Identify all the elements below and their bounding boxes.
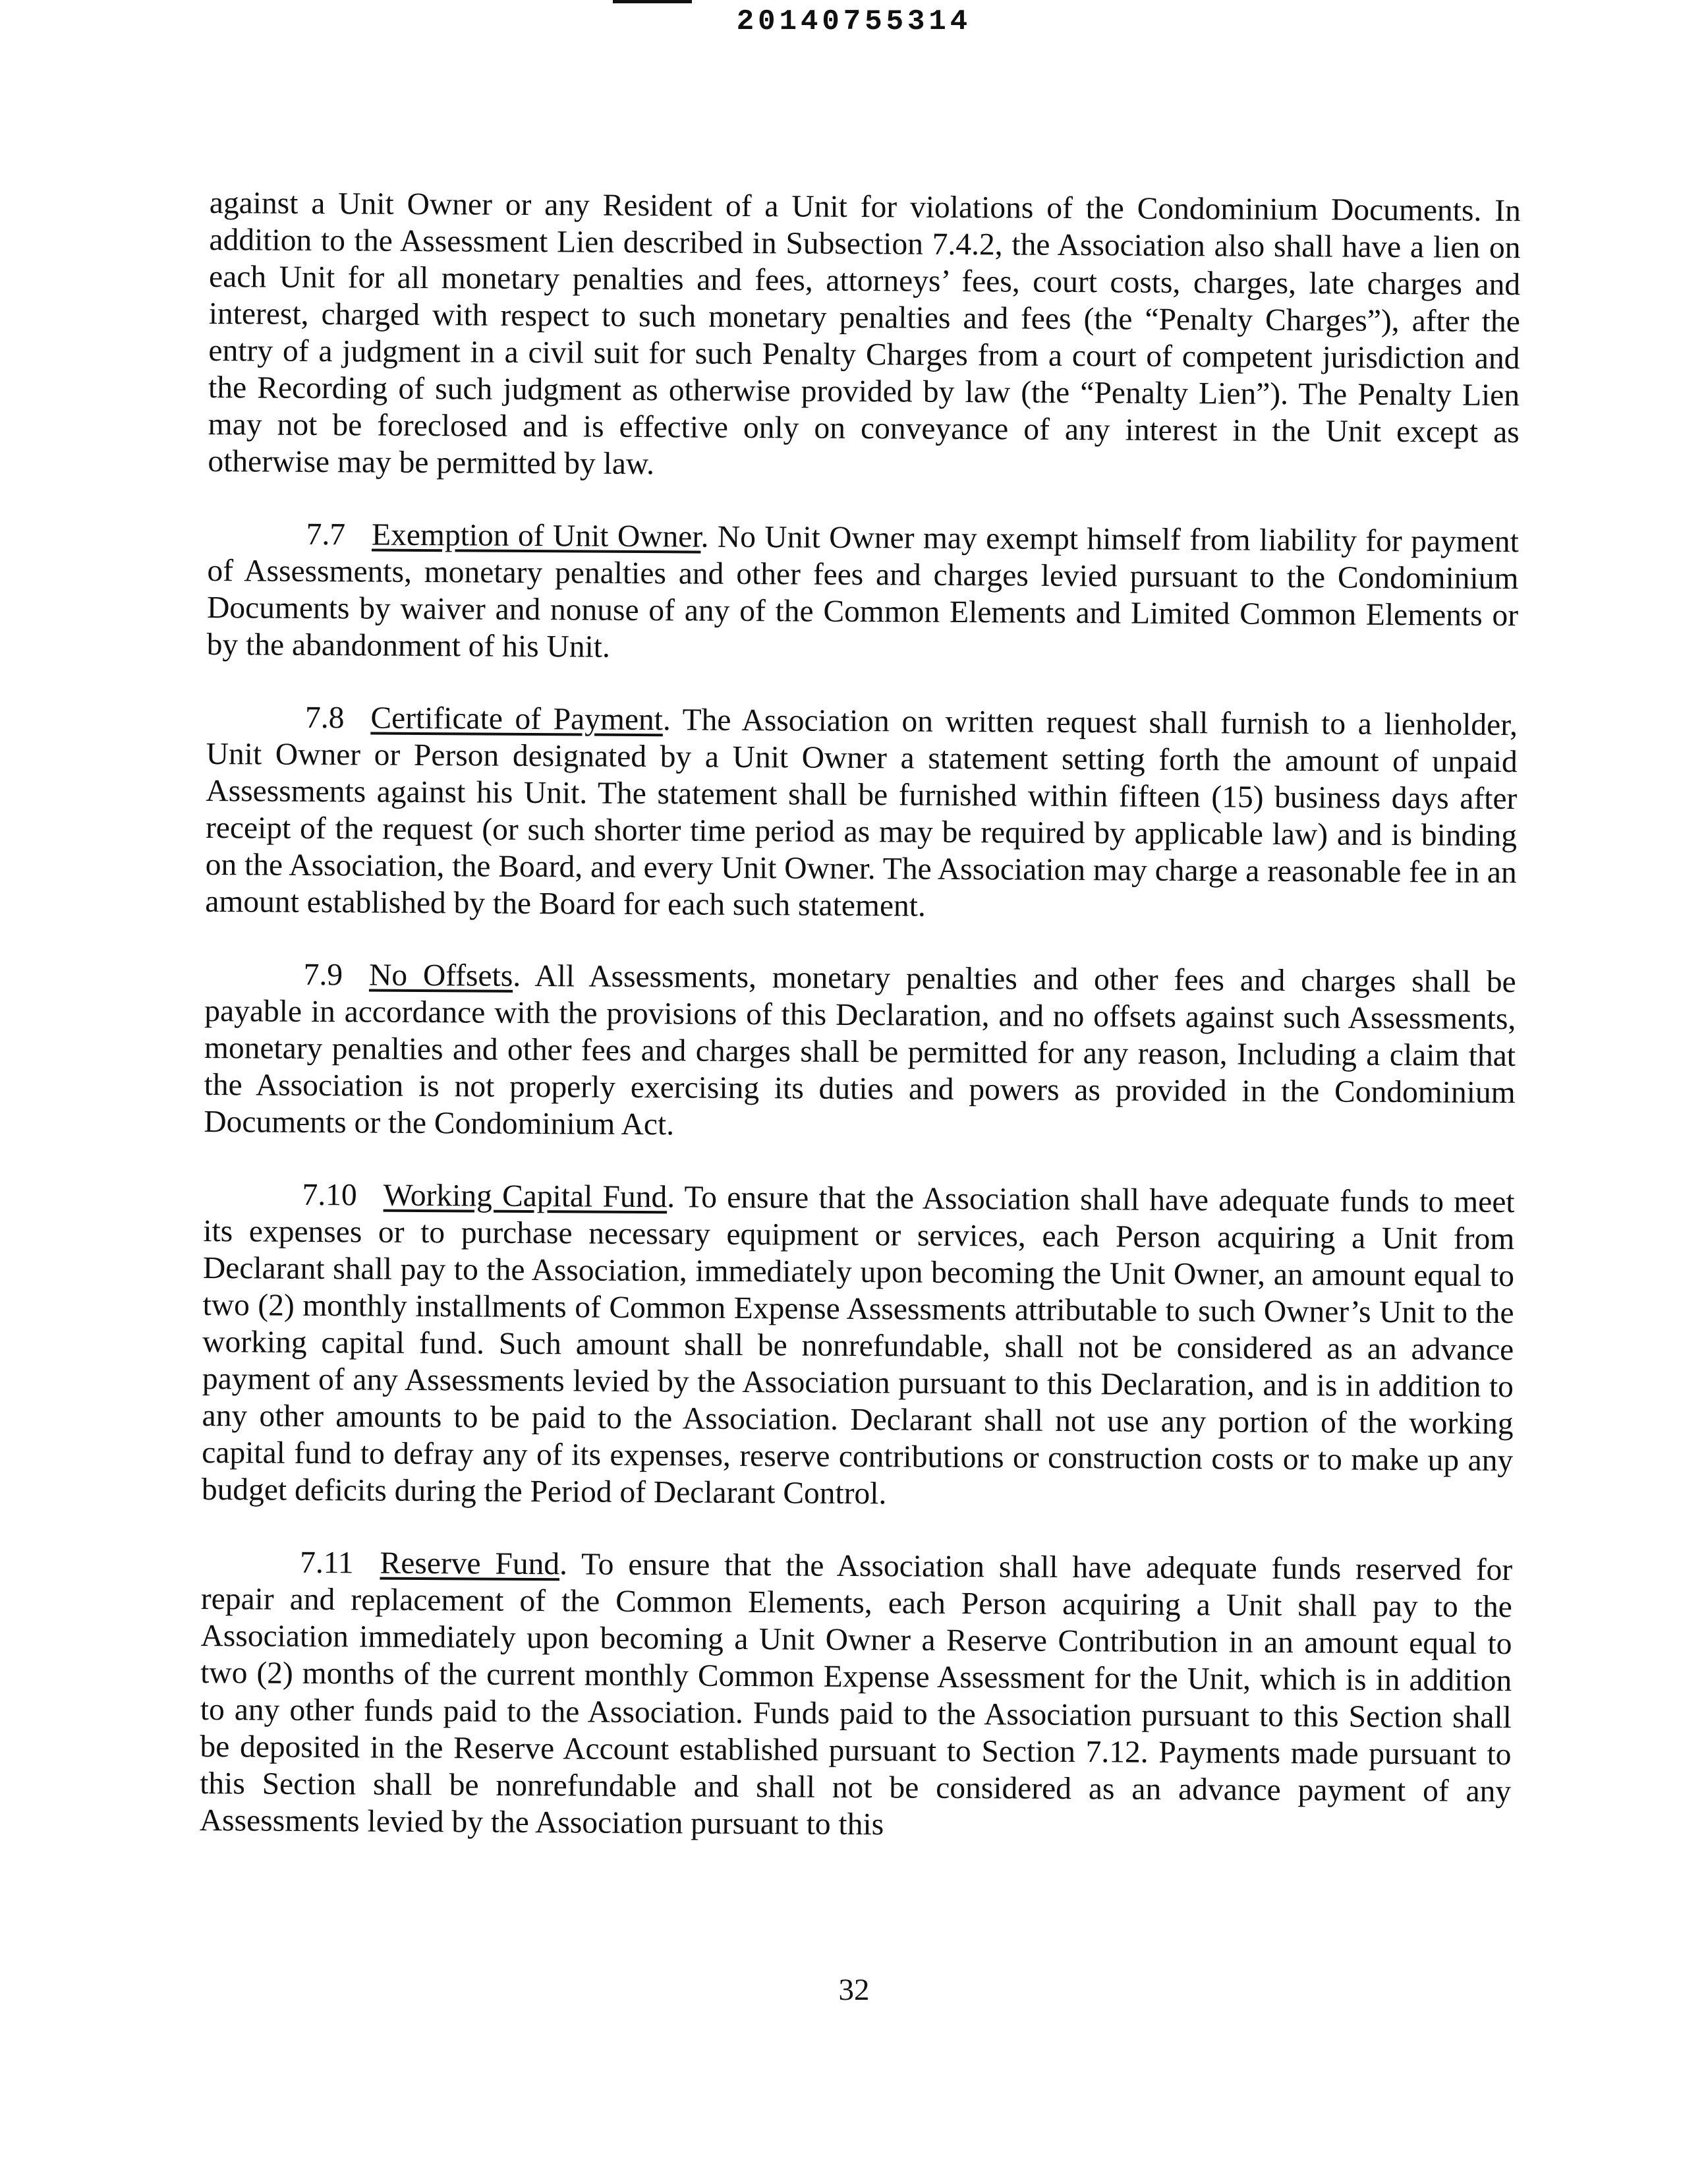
document-number: 20140755314 bbox=[736, 5, 972, 38]
section-number: 7.9 bbox=[303, 957, 343, 993]
section-heading: Certificate of Payment bbox=[370, 701, 664, 738]
section-number: 7.11 bbox=[300, 1545, 354, 1581]
section-heading: Working Capital Fund bbox=[383, 1178, 668, 1215]
page-number: 32 bbox=[838, 1973, 870, 2007]
section-7-11: 7.11 Reserve Fund. To ensure that the Association shall have adequate funds reserved for repair and replacement of the Common Elements, each Person acquiring a Unit shall pay to the Association immediately upon becoming a Unit Owner a Reserve Contribution in an amount equal to two (2) months of the current monthly Common Expense Assessment for the Unit, which is in addition to any other funds paid to the Association. Funds paid to the Association pursuant to this Section shall be deposited in the Reserve Account established pursuant to Section 7.12. Payments made pursuant to this Section shall be nonrefundable and shall not be considered as an advance payment of any Assessments levied by the Association pursuant to this bbox=[199, 1545, 1513, 1842]
continuation-paragraph: against a Unit Owner or any Resident of a Unit for violations of the Condominium Documents. In addition to the Assessment Lien described in Subsection 7.4.2, the Association also shall have a lien on each Unit for all monetary penalties and fees, attorneys’ fees, court costs, charges, late charges and interest, charged with respect to such monetary penalties and fees (the “Penalty Charges”), after the entry of a judgment in a civil suit for such Penalty Charges from a court of competent jurisdiction and the Recording of such judgment as otherwise provided by law (the “Penalty Lien”). The Penalty Lien may not be foreclosed and is effective only on conveyance of any interest in the Unit except as otherwise may be permitted by law. bbox=[208, 185, 1521, 482]
section-number: 7.7 bbox=[306, 517, 346, 552]
section-text: The Association on written request shall furnish to a lienholder, Unit Owner or Person designated by a Unit Owner a statement setting forth the amount of unpaid Assessments against his Unit. The statement shall be furnished within fifteen (15) business days after receipt of the request (or such shorter time period as may be required by applicable law) and is binding on the Association, the Board, and every Unit Owner. The Association may charge a reasonable fee in an amount established by the Board for each such statement. bbox=[205, 703, 1518, 923]
section-heading: Reserve Fund bbox=[380, 1546, 560, 1582]
section-text: All Assessments, monetary penalties and other fees and charges shall be payable in accordance with the provisions of this Declaration, and no offsets against such Assessments, monetary penalties and other fees and charges shall be permitted for any reason, Including a claim that the Association is not properly exercising its duties and powers as provided in the Condominium Documents or the Condominium Act. bbox=[204, 959, 1516, 1142]
document-body bbox=[199, 185, 1521, 1882]
section-7-7: 7.7 Exemption of Unit Owner. No Unit Owner may exempt himself from liability for payment of Assessments, monetary penalties and other fees and charges levied pursuant to the Condominium Documents by waiver and nonuse of any of the Common Elements and Limited Common Elements or by the abandonment of his Unit. bbox=[206, 517, 1519, 664]
section-number: 7.10 bbox=[302, 1177, 357, 1213]
section-text: To ensure that the Association shall have adequate funds to meet its expenses or to purchase necessary equipment or services, each Person acquiring a Unit from Declarant shall pay to the Association, immediately upon becoming the Unit Owner, an amount equal to two (2) monthly installments of Common Expense Assessments attributable to such Owner’s Unit to the working capital fund. Such amount shall be nonrefundable, shall not be considered as an advance payment of any Assessments levied by the Association pursuant to this Declaration, and is in addition to any other amounts to be paid to the Association. Declarant shall not use any portion of the working capital fund to defray any of its expenses, reserve contributions or construction costs or to make up any budget deficits during the Period of Declarant Control. bbox=[201, 1180, 1515, 1511]
section-number: 7.8 bbox=[304, 700, 345, 736]
section-7-9: 7.9 No Offsets. All Assessments, monetary penalties and other fees and charges shall be payable in accordance with the provisions of this Declaration, and no offsets against such Assessments, monetary penalties and other fees and charges shall be permitted for any reason, Including a claim that the Association is not properly exercising its duties and powers as provided in the Condominium Documents or the Condominium Act. bbox=[204, 957, 1516, 1142]
section-7-10: 7.10 Working Capital Fund. To ensure that the Association shall have adequate funds to meet its expenses or to purchase necessary equipment or services, each Person acquiring a Unit from Declarant shall pay to the Association, immediately upon becoming the Unit Owner, an amount equal to two (2) monthly installments of Common Expense Assessments attributable to such Owner’s Unit to the working capital fund. Such amount shall be nonrefundable, shall not be considered as an advance payment of any Assessments levied by the Association pursuant to this Declaration, and is in addition to any other amounts to be paid to the Association. Declarant shall not use any portion of the working capital fund to defray any of its expenses, reserve contributions or construction costs or to make up any budget deficits during the Period of Declarant Control. bbox=[201, 1177, 1515, 1511]
section-heading: No Offsets bbox=[368, 958, 513, 993]
top-rule bbox=[613, 0, 692, 3]
section-text: No Unit Owner may exempt himself from liability for payment of Assessments, monetary penalties and other fees and charges levied pursuant to the Condominium Documents by waiver and nonuse of any of the Common Elements and Limited Common Elements or by the abandonment of his Unit. bbox=[206, 519, 1519, 664]
section-7-8: 7.8 Certificate of Payment. The Association on written request shall furnish to a lienholder, Unit Owner or Person designated by a Unit Owner a statement setting forth the amount of unpaid Assessments against his Unit. The statement shall be furnished within fifteen (15) business days after receipt of the request (or such shorter time period as may be required by applicable law) and is binding on the Association, the Board, and every Unit Owner. The Association may charge a reasonable fee in an amount established by the Board for each such statement. bbox=[205, 700, 1518, 923]
section-heading: Exemption of Unit Owner bbox=[371, 517, 701, 554]
section-text: To ensure that the Association shall have adequate funds reserved for repair and replacement of the Common Elements, each Person acquiring a Unit shall pay to the Association immediately upon becoming a Unit Owner a Reserve Contribution in an amount equal to two (2) months of the current monthly Common Expense Assessment for the Unit, which is in addition to any other funds paid to the Association. Funds paid to the Association pursuant to this Section shall be deposited in the Reserve Account established pursuant to Section 7.12. Payments made pursuant to this Section shall be nonrefundable and shall not be considered as an advance payment of any Assessments levied by the Association pursuant to this bbox=[199, 1547, 1513, 1842]
